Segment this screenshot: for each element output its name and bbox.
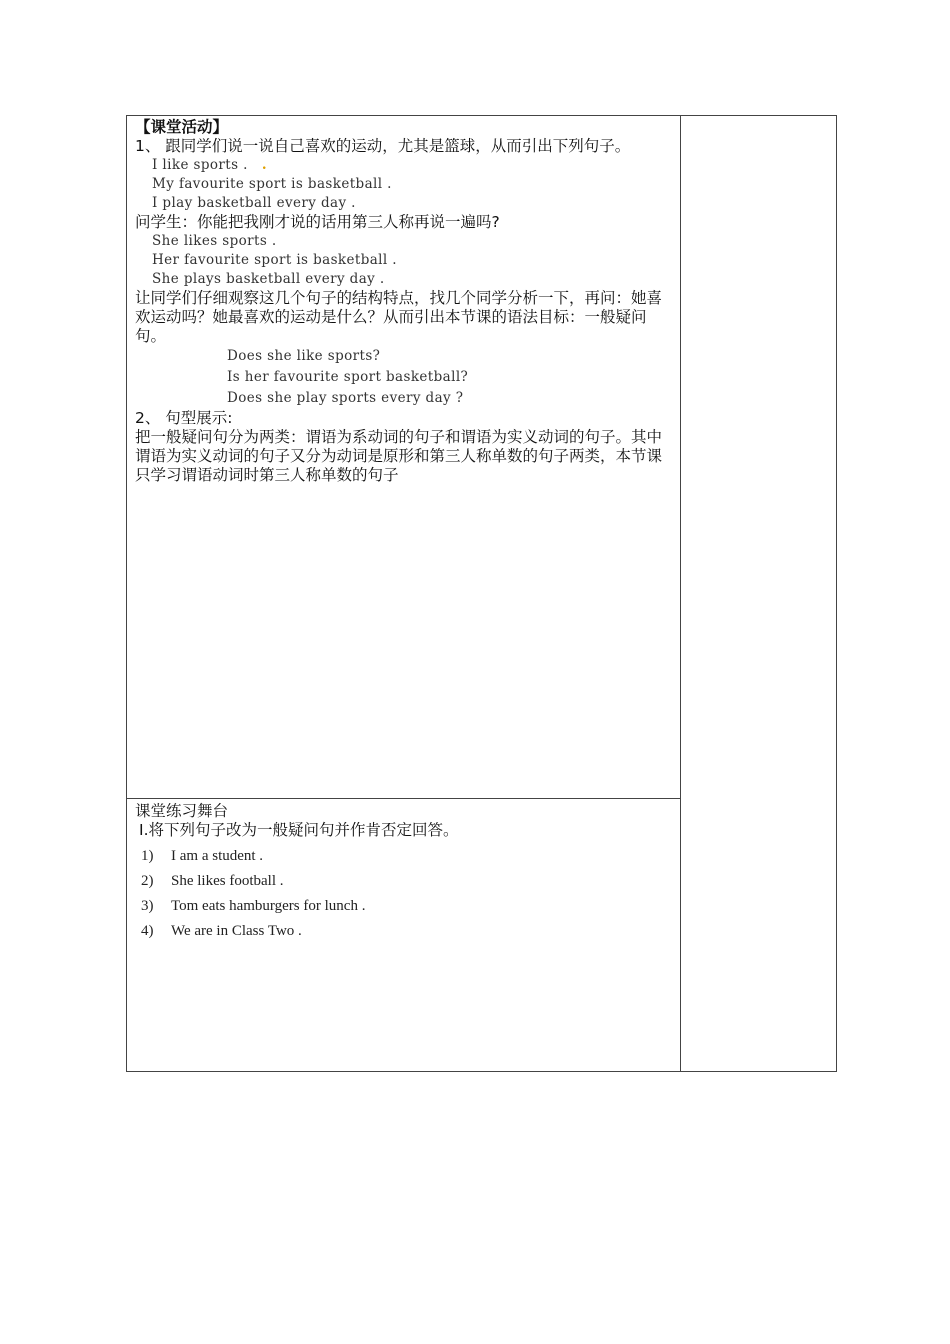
third-person-sentence: Her favourite sport is basketball . [152,252,398,268]
activity-header: 【课堂活动】 [135,118,229,136]
exercise-text: We are in Class Two . [171,923,302,939]
third-person-sentence: She likes sports . [152,233,277,249]
example-sentence [135,156,675,175]
practice-cell [135,802,675,944]
exercise-item [135,844,675,869]
example-sentence: My favourite sport is basketball . [152,176,392,192]
analysis-paragraph: 让同学们仔细观察这几个句子的结构特点，找几个同学分析一下，再问：她喜欢运动吗？她最喜欢的运动是什么？从而引出本节课的语法目标：一般疑问句。 [135,289,663,345]
example-sentence: I play basketball every day . [152,195,356,211]
step-2-text: 2、 句型展示: [135,409,233,427]
exercise-text: Tom eats hamburgers for lunch . [171,898,366,914]
exercise-item [135,894,675,919]
exercise-text: She likes football . [171,873,284,889]
highlight-mark: . [261,157,267,173]
exercise-text: I am a student . [171,848,264,864]
exercise-item [135,919,675,944]
teacher-prompt: 问学生：你能把我刚才说的话用第三人称再说一遍吗? [135,213,500,231]
exercise-item [135,869,675,894]
row-divider [127,798,680,799]
exercise-number: 3) [141,898,154,914]
question-sentence: Does she like sports? [227,348,381,364]
exercise-number: 2) [141,873,154,889]
column-divider [680,116,681,1071]
exercise-number: 1) [141,848,154,864]
practice-title: 课堂练习舞台 [135,802,229,820]
exercise-number: 4) [141,923,154,939]
lesson-table [126,115,837,1072]
step-1-text: 1、 跟同学们说一说自己喜欢的运动，尤其是篮球，从而引出下列句子。 [135,137,631,155]
third-person-sentence: She plays basketball every day . [152,271,385,287]
classroom-activity-cell [135,118,675,485]
question-sentence: Does she play sports every day ? [227,390,464,406]
explanation-paragraph: 把一般疑问句分为两类：谓语为系动词的句子和谓语为实义动词的句子。其中谓语为实义动词的句子又分为动词是原形和第三人称单数的句子两类，本节课只学习谓语动词时第三人称单数的句子 [135,428,663,484]
example-sentence-text: I like sports . [152,157,248,173]
practice-instruction: I.将下列句子改为一般疑问句并作肯否定回答。 [139,821,459,839]
question-sentence: Is her favourite sport basketball? [227,369,469,385]
